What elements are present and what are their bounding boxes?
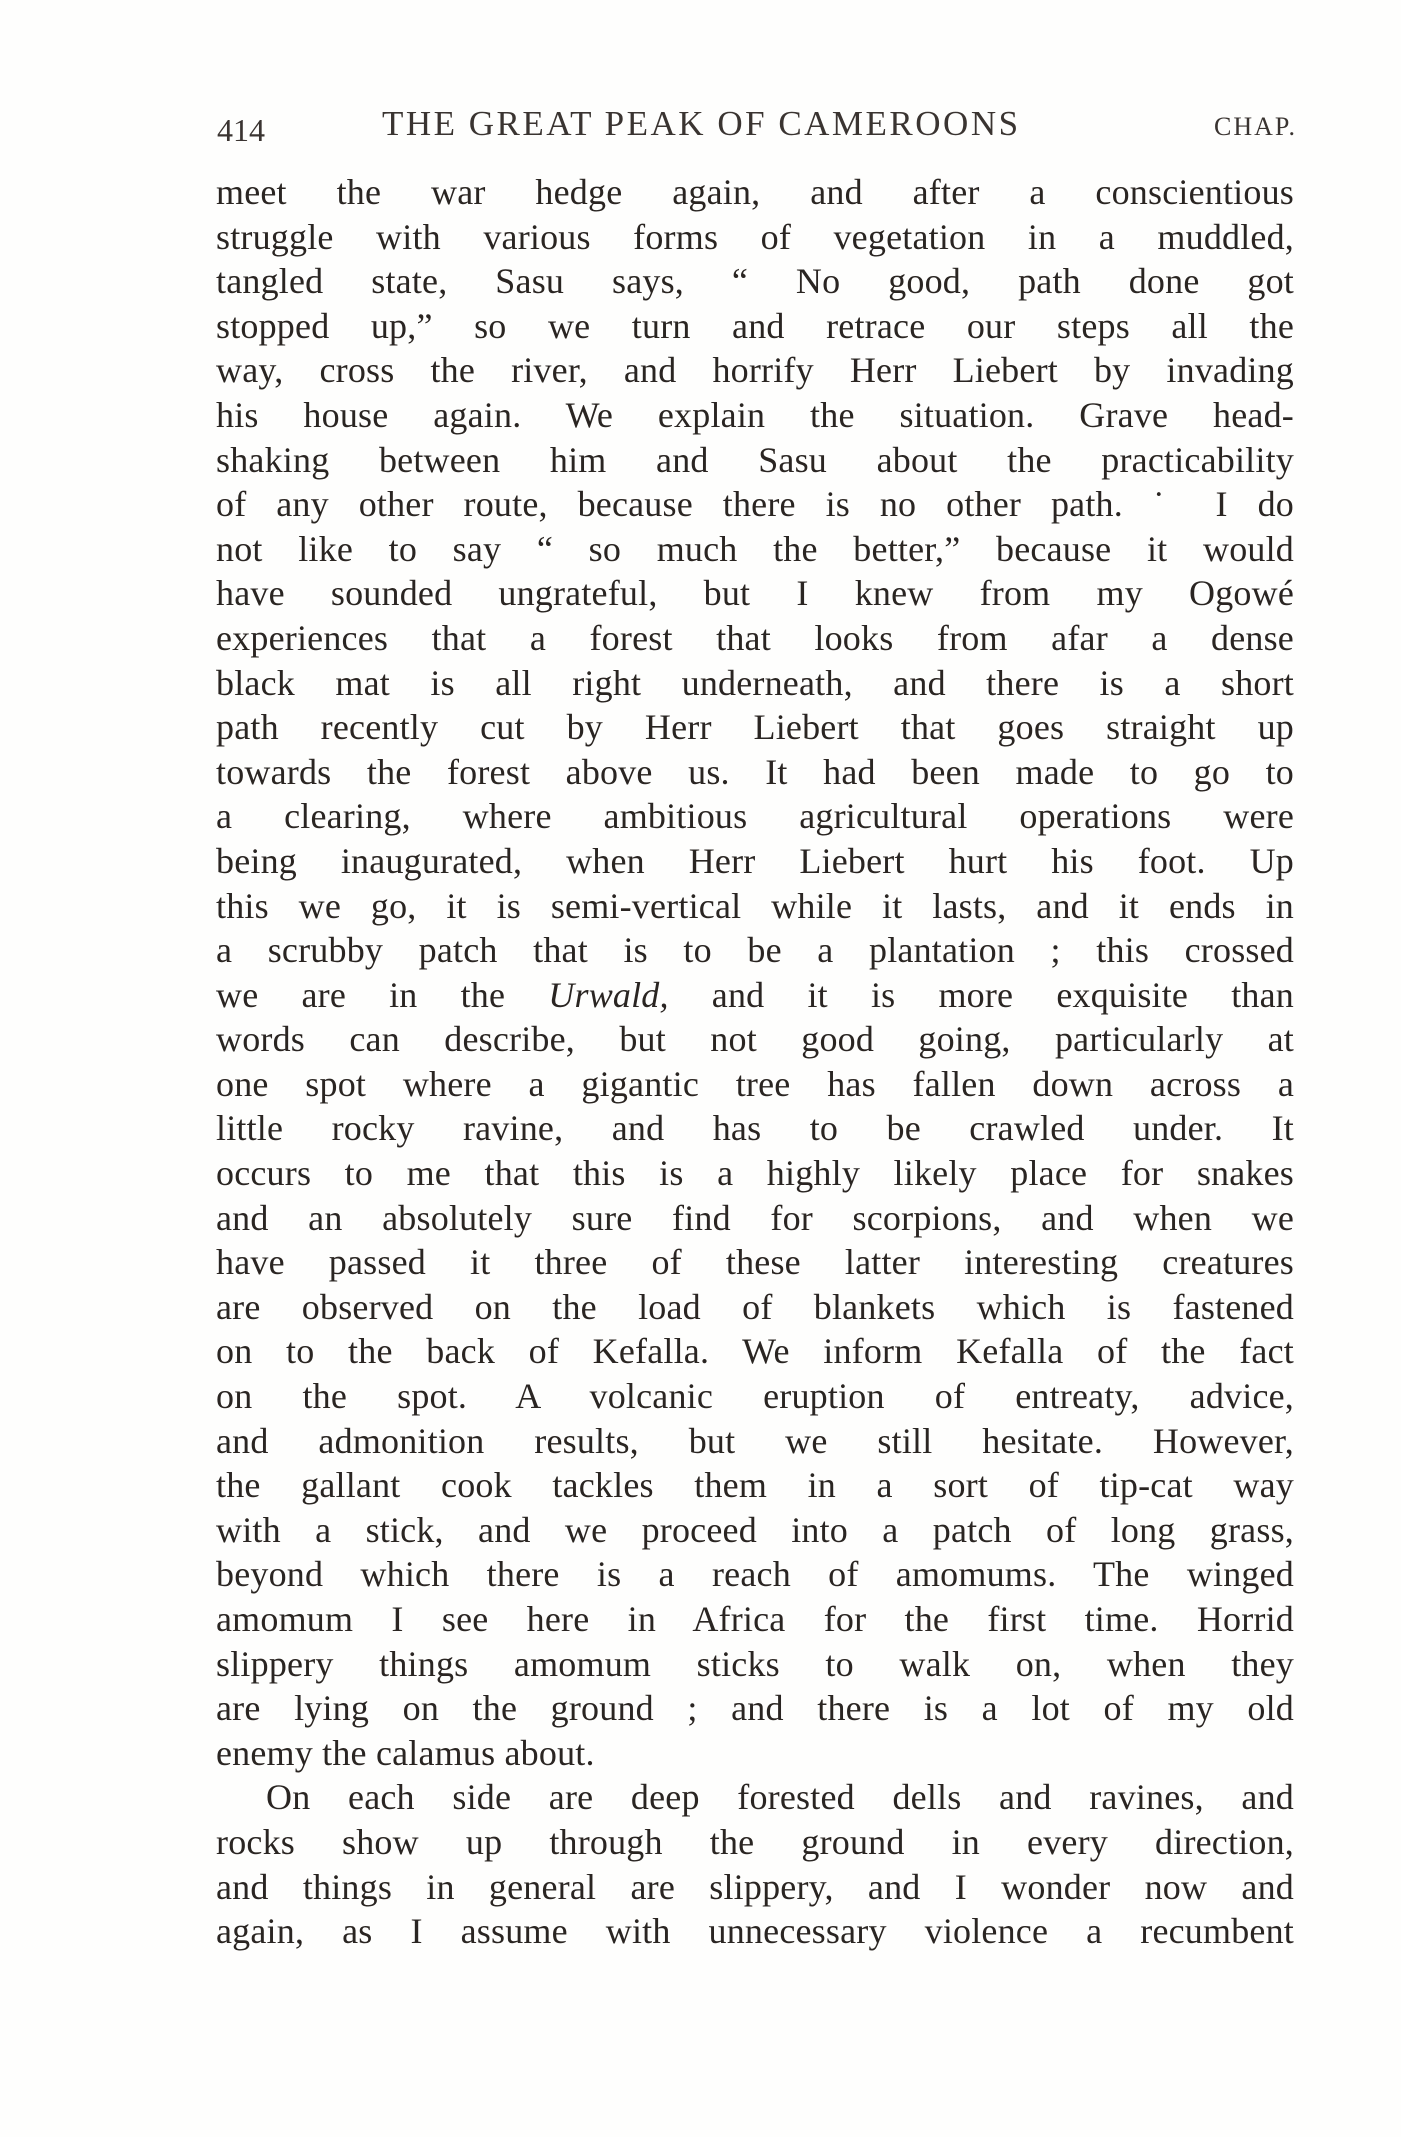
text-line: are observed on the load of blankets which is fastened — [216, 1286, 1294, 1327]
text-line: experiences that a forest that looks from afar a dense — [216, 617, 1294, 658]
text-line: On each side are deep forested dells and ravines, and — [266, 1777, 1294, 1818]
text-line: meet the war hedge again, and after a conscientious — [216, 172, 1294, 212]
text-line: not like to say “ so much the better,” because it would — [216, 528, 1294, 569]
text-line: tangled state, Sasu says, “ No good, path done got — [216, 261, 1294, 302]
text-line: struggle with various forms of vegetation in a muddled, — [216, 216, 1294, 257]
text-line: this we go, it is semi-vertical while it lasts, and it ends in — [216, 885, 1294, 926]
text-line: occurs to me that this is a highly likely place for snakes — [216, 1153, 1294, 1194]
text-line: have passed it three of these latter interesting creatures — [216, 1242, 1294, 1283]
text-line: a scrubby patch that is to be a plantation ; this crossed — [216, 930, 1294, 971]
text-line: are lying on the ground ; and there is a lot of my old — [216, 1688, 1294, 1729]
text-line: the gallant cook tackles them in a sort of tip-cat way — [216, 1465, 1294, 1506]
text-line: shaking between him and Sasu about the practicability — [216, 439, 1294, 480]
text-line: and things in general are slippery, and I wonder now and — [216, 1866, 1294, 1907]
page-number: 414 — [217, 112, 265, 148]
italic-word: Urwald, — [548, 974, 669, 1015]
text-line: slippery things amomum sticks to walk on, when they — [216, 1643, 1294, 1684]
text-line: little rocky ravine, and has to be crawled under. It — [216, 1108, 1294, 1149]
text-line: his house again. We explain the situation. Grave head- — [216, 394, 1294, 435]
text-line: stopped up,” so we turn and retrace our steps all the — [216, 305, 1294, 346]
text-line: black mat is all right underneath, and there is a short — [216, 662, 1294, 703]
text-line: enemy the calamus about. — [216, 1732, 595, 1773]
text-line: path recently cut by Herr Liebert that goes straight up — [216, 707, 1294, 748]
text-line: amomum I see here in Africa for the first time. Horrid — [216, 1599, 1294, 1639]
text-line: being inaugurated, when Herr Liebert hurt his foot. Up — [216, 840, 1294, 881]
text-line: and an absolutely sure find for scorpions, and when we — [216, 1197, 1294, 1238]
line-segment: and it is more exquisite than — [668, 974, 1294, 1015]
running-head — [217, 104, 1297, 150]
body-text — [216, 170, 1294, 1954]
text-line: a clearing, where ambitious agricultural operations were — [216, 796, 1294, 837]
text-line: on the spot. A volcanic eruption of entreaty, advice, — [216, 1376, 1294, 1417]
text-line: towards the forest above us. It had been made to go to — [216, 751, 1294, 792]
text-line: with a stick, and we proceed into a patch of long grass, — [216, 1509, 1294, 1550]
running-title: THE GREAT PEAK OF CAMEROONS — [382, 104, 1021, 143]
text-line: on to the back of Kefalla. We inform Kefalla of the fact — [216, 1331, 1294, 1372]
line-segment: we are in the — [216, 974, 549, 1015]
text-line-with-italic — [216, 973, 1294, 1018]
text-line: rocks show up through the ground in every direction, — [216, 1821, 1294, 1862]
text-line: of any other route, because there is no other path. ˙ I do — [216, 484, 1294, 525]
text-line: one spot where a gigantic tree has fallen down across a — [216, 1063, 1294, 1104]
text-line: beyond which there is a reach of amomums. The winged — [216, 1554, 1294, 1595]
text-line: have sounded ungrateful, but I knew from my Ogowé — [216, 573, 1294, 614]
text-line: again, as I assume with unnecessary violence a recumbent — [216, 1911, 1294, 1952]
text-line: way, cross the river, and horrify Herr Liebert by invading — [216, 350, 1294, 391]
chapter-abbreviation: CHAP. — [1214, 112, 1297, 141]
text-line: words can describe, but not good going, particularly at — [216, 1019, 1294, 1060]
text-line: and admonition results, but we still hesitate. However, — [216, 1420, 1294, 1461]
